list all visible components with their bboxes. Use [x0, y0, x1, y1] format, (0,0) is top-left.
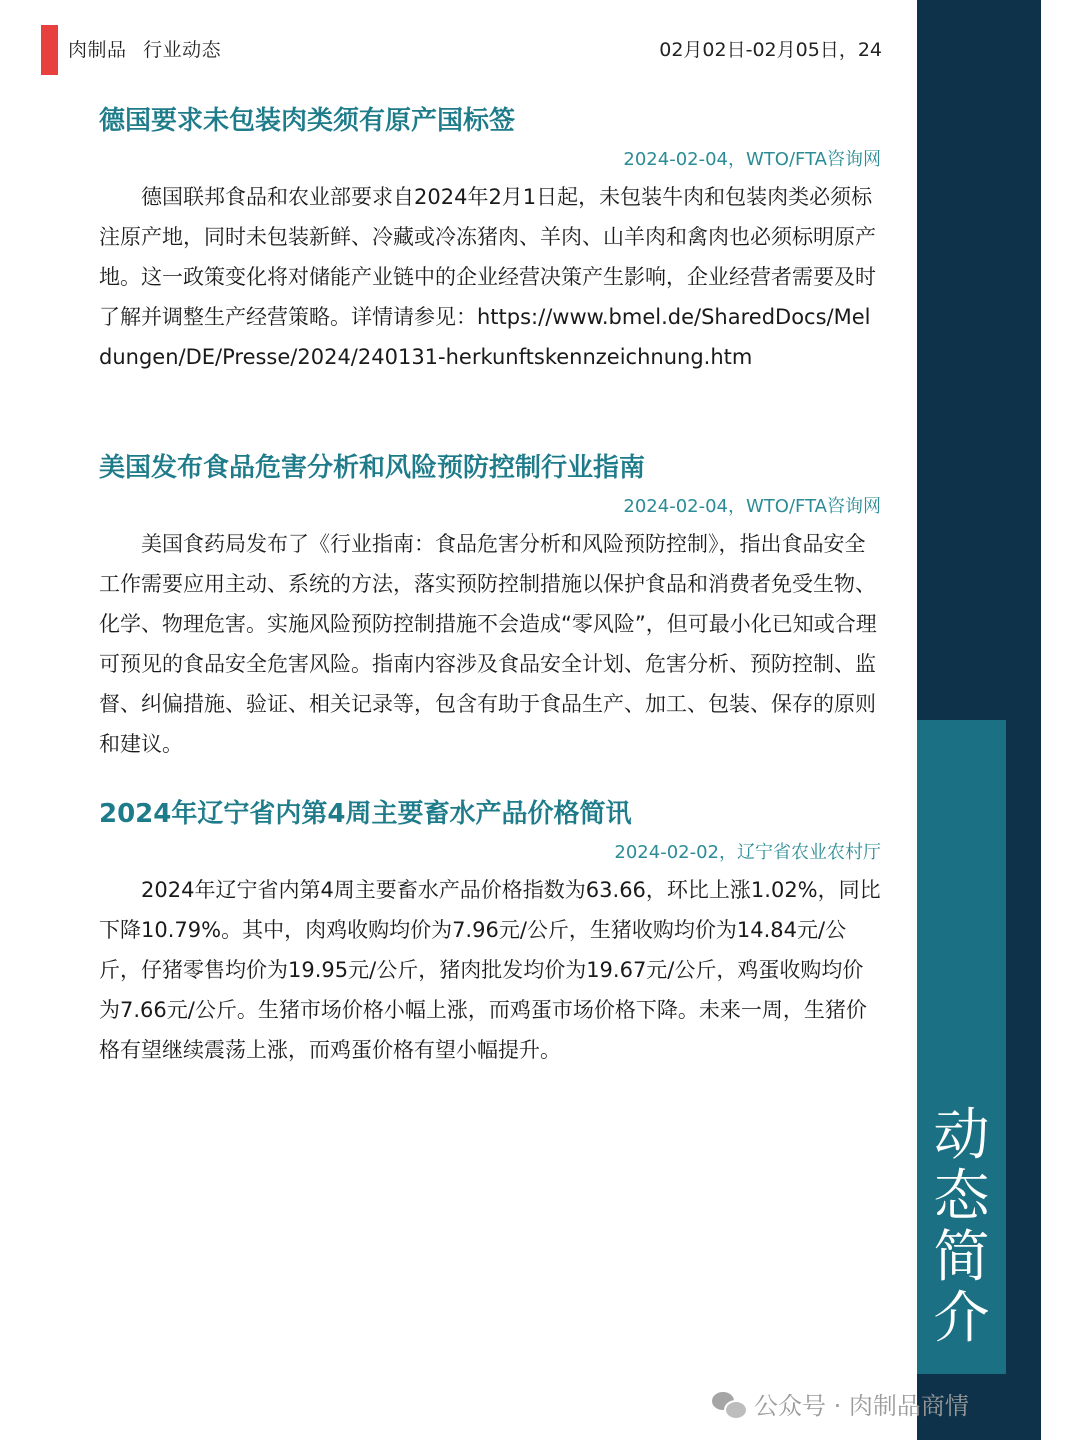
header-date-range: 02月02日-02月05日，24 — [659, 39, 882, 61]
article-meta: 2024-02-04，WTO/FTA咨询网 — [623, 496, 881, 517]
article-body: 2024年辽宁省内第4周主要畜水产品价格指数为63.66，环比上涨1.02%，同比下降10.79%。其中，肉鸡收购均价为7.96元/公斤，生猪收购均价为14.84元/公斤，仔猪零售均价为19.95元/公斤，猪肉批发均价为19.67元/公斤，鸡蛋收购均价为7.66元/公斤。生猪市场价格小幅上涨，而鸡蛋市场价格下降。未来一周，生猪价格有望继续震荡上涨，而鸡蛋价格有望小幅提升。 — [99, 878, 881, 1062]
article-body: 美国食药局发布了《行业指南：食品危害分析和风险预防控制》，指出食品安全工作需要应用主动、系统的方法，落实预防控制措施以保护食品和消费者免受生物、化学、物理危害。实施风险预防控制措施不会造成“零风险”，但可最小化已知或合理可预见的食品安全危害风险。指南内容涉及食品安全计划、危害分析、预防控制、监督、纠偏措施、验证、相关记录等，包含有助于食品生产、加工、包装、保存的原则和建议。 — [99, 532, 877, 756]
sidebar-title-char: 动 — [933, 1103, 990, 1168]
header-category: 肉制品 — [68, 39, 127, 61]
sidebar-title-char: 介 — [933, 1286, 990, 1351]
article-liaoning-prices — [99, 797, 881, 1070]
article-meta: 2024-02-02，辽宁省农业农村厅 — [614, 842, 881, 863]
header-breadcrumb — [68, 35, 231, 62]
article-us-food-guidance — [99, 451, 881, 764]
article-title: 美国发布食品危害分析和风险预防控制行业指南 — [99, 453, 646, 483]
header-section: 行业动态 — [143, 39, 222, 61]
sidebar-title-char: 态 — [933, 1164, 990, 1229]
article-title: 2024年辽宁省内第4周主要畜水产品价格简讯 — [99, 799, 632, 829]
sidebar-title-char: 简 — [933, 1225, 990, 1290]
watermark-text: 公众号 · 肉制品商情 — [754, 1392, 969, 1420]
article-meta: 2024-02-04，WTO/FTA咨询网 — [623, 149, 881, 170]
header-accent-bar — [41, 25, 58, 75]
article-body: 德国联邦食品和农业部要求自2024年2月1日起，未包装牛肉和包装肉类必须标注原产地，同时未包装新鲜、冷藏或冷冻猪肉、羊肉、山羊肉和禽肉也必须标明原产地。这一政策变化将对储能产业链中的企业经营决策产生影响，企业经营者需要及时了解并调整生产经营策略。详情请参见：https://www.bmel.de/SharedDocs/Meldungen/DE/Presse/2024/240131-herkunftskennzeichnung.htm — [99, 185, 876, 369]
article-title: 德国要求未包装肉类须有原产国标签 — [99, 106, 516, 136]
wechat-icon — [712, 1390, 746, 1418]
sidebar-title — [917, 1105, 1006, 1349]
watermark — [712, 1386, 969, 1421]
article-germany-labeling — [99, 104, 881, 377]
